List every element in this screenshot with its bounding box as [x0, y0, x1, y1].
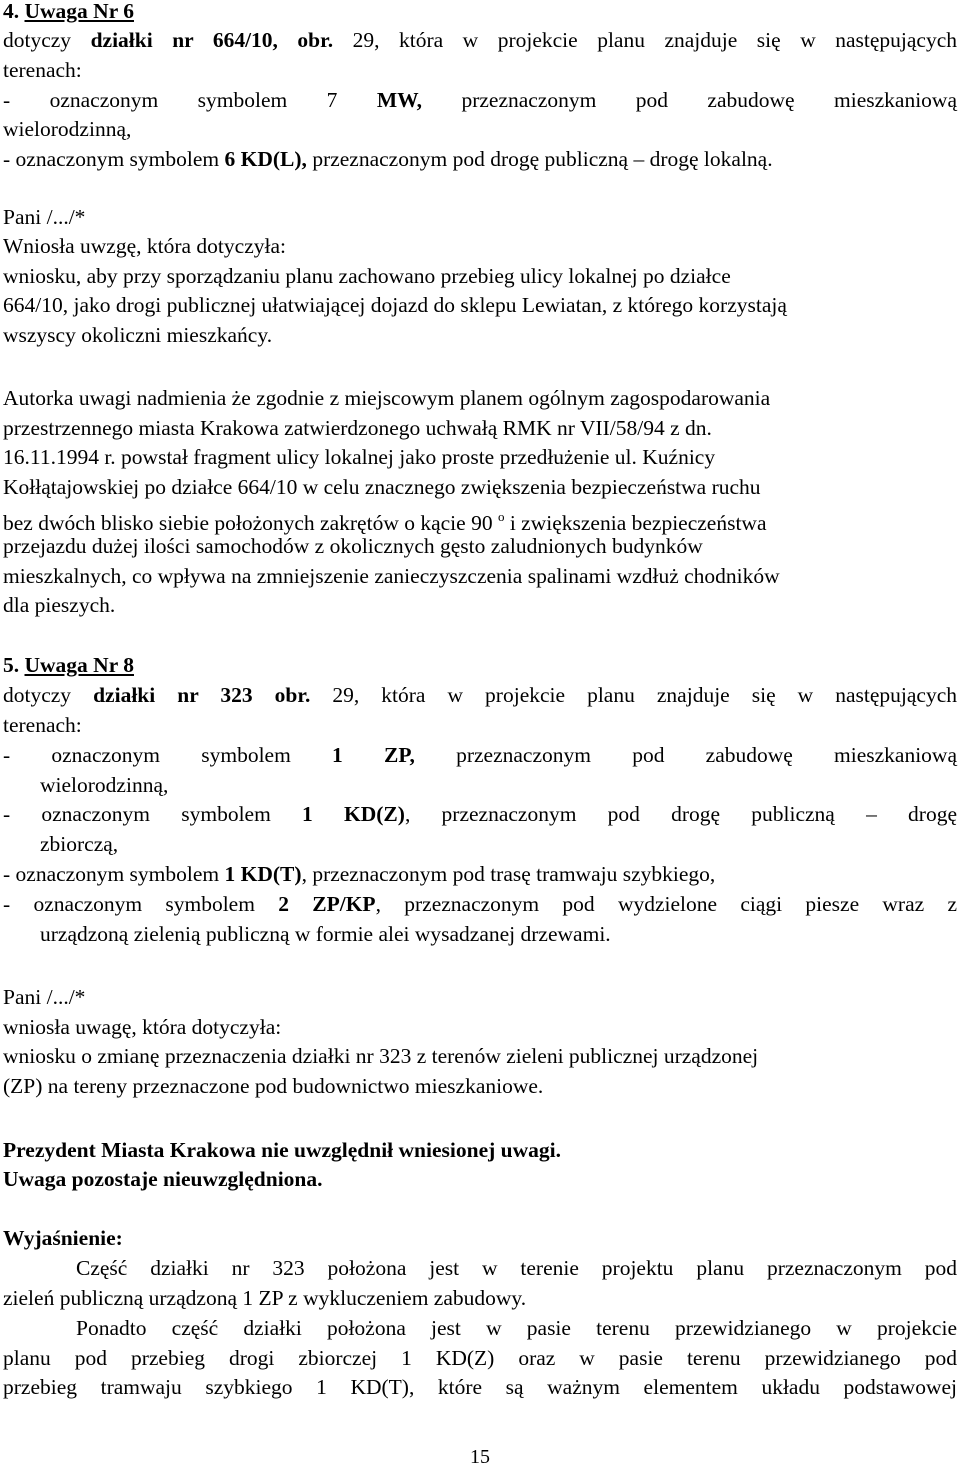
section-4-body-2: wniosku, aby przy sporządzaniu planu zachowano przebieg ulicy lokalnej po działce	[3, 264, 731, 288]
section-5-title: Uwaga Nr 8	[24, 653, 134, 677]
page-number: 15	[470, 1446, 490, 1468]
section-5-line-9: urządzoną zielenią publiczną w formie alei wysadzanej drzewami.	[40, 922, 611, 946]
section-5-body-2: wniosku o zmianę przeznaczenia działki nr 323 z terenów zieleni publicznej urządzonej	[3, 1044, 759, 1068]
section-5-body-1: wniosła uwagę, która dotyczyła:	[3, 1015, 282, 1039]
section-4-line-2: terenach:	[3, 58, 82, 82]
section-5-line-4: wielorodzinną,	[40, 773, 169, 797]
section-5-number: 5.	[3, 653, 25, 677]
section-5-line-2: terenach:	[3, 713, 82, 737]
section-5-line-7: - oznaczonym symbolem 1 KD(T), przeznaczonym pod trasę tramwaju szybkiego,	[3, 862, 716, 886]
section-5-line-1: dotyczy działki nr 323 obr. 29, która w projekcie planu znajduje się w następujących	[3, 683, 957, 707]
decision-line-1: Prezydent Miasta Krakowa nie uwzględnił wniesionej uwagi.	[3, 1138, 561, 1162]
section-5-line-6: zbiorczą,	[40, 832, 119, 856]
section-4-body-4: wszyscy okoliczni mieszkańcy.	[3, 323, 273, 347]
section-4-line-4: wielorodzinną,	[3, 117, 132, 141]
section-4-title: Uwaga Nr 6	[24, 0, 134, 23]
section-4-para-3: 16.11.1994 r. powstał fragment ulicy lokalnej jako proste przedłużenie ul. Kuźnicy	[3, 445, 716, 469]
section-4-para-5: bez dwóch blisko siebie położonych zakrętów o kącie 90 $^o$ i zwiększenia bezpieczeństwa	[3, 509, 767, 535]
explanation-line-5: przebieg tramwaju szybkiego 1 KD(T), które są ważnym elementem układu podstawowej	[3, 1375, 957, 1399]
section-5-author: Pani /.../*	[3, 985, 86, 1009]
section-4-heading	[3, 0, 957, 25]
section-4-para-4: Kołłątajowskiej po działce 664/10 w celu znacznego zwiększenia bezpieczeństwa ruchu	[3, 475, 761, 499]
section-5-heading	[3, 651, 957, 679]
section-4-author: Pani /.../*	[3, 205, 86, 229]
decision-line-2: Uwaga pozostaje nieuwzględniona.	[3, 1167, 323, 1191]
section-5-line-3: - oznaczonym symbolem 1 ZP, przeznaczonym pod zabudowę mieszkaniową	[3, 743, 958, 767]
section-4-para-8: dla pieszych.	[3, 593, 116, 617]
section-4-line-5: - oznaczonym symbolem 6 KD(L), przeznaczonym pod drogę publiczną – drogę lokalną.	[3, 147, 773, 171]
section-5-line-8: - oznaczonym symbolem 2 ZP/KP, przeznaczonym pod wydzielone ciągi piesze wraz z	[3, 892, 957, 916]
explanation-line-1: Część działki nr 323 położona jest w terenie projektu planu przeznaczonym pod	[76, 1256, 957, 1280]
section-4-para-2: przestrzennego miasta Krakowa zatwierdzonego uchwałą RMK nr VII/58/94 z dn.	[3, 416, 712, 440]
explanation-line-3: Ponadto część działki położona jest w pasie terenu przewidzianego w projekcie	[76, 1316, 957, 1340]
section-4-body-3: 664/10, jako drogi publicznej ułatwiającej dojazd do sklepu Lewiatan, z którego korzystają	[3, 293, 787, 317]
section-4-number: 4.	[3, 0, 20, 23]
explanation-label: Wyjaśnienie:	[3, 1226, 123, 1250]
section-4-line-3: - oznaczonym symbolem 7 MW, przeznaczonym pod zabudowę mieszkaniową	[3, 88, 957, 112]
section-4-line-1: dotyczy działki nr 664/10, obr. 29, która w projekcie planu znajduje się w następujących	[3, 28, 957, 52]
explanation-line-2: zieleń publiczną urządzoną 1 ZP z wykluczeniem zabudowy.	[3, 1286, 527, 1310]
section-4-para-7: mieszkalnych, co wpływa na zmniejszenie zanieczyszczenia spalinami wzdłuż chodników	[3, 564, 780, 588]
explanation-line-4: planu pod przebieg drogi zbiorczej 1 KD(Z) oraz w pasie terenu przewidzianego pod	[3, 1346, 957, 1370]
section-4-body-1: Wniosła uwzgę, która dotyczyła:	[3, 234, 286, 258]
section-5-line-5: - oznaczonym symbolem 1 KD(Z), przeznaczonym pod drogę publiczną – drogę	[3, 802, 957, 826]
section-4-para-1: Autorka uwagi nadmienia że zgodnie z miejscowym planem ogólnym zagospodarowania	[3, 386, 771, 410]
section-5-body-3: (ZP) na tereny przeznaczone pod budownictwo mieszkaniowe.	[3, 1074, 544, 1098]
section-4-para-6: przejazdu dużej ilości samochodów z okolicznych gęsto zaludnionych budynków	[3, 534, 703, 558]
